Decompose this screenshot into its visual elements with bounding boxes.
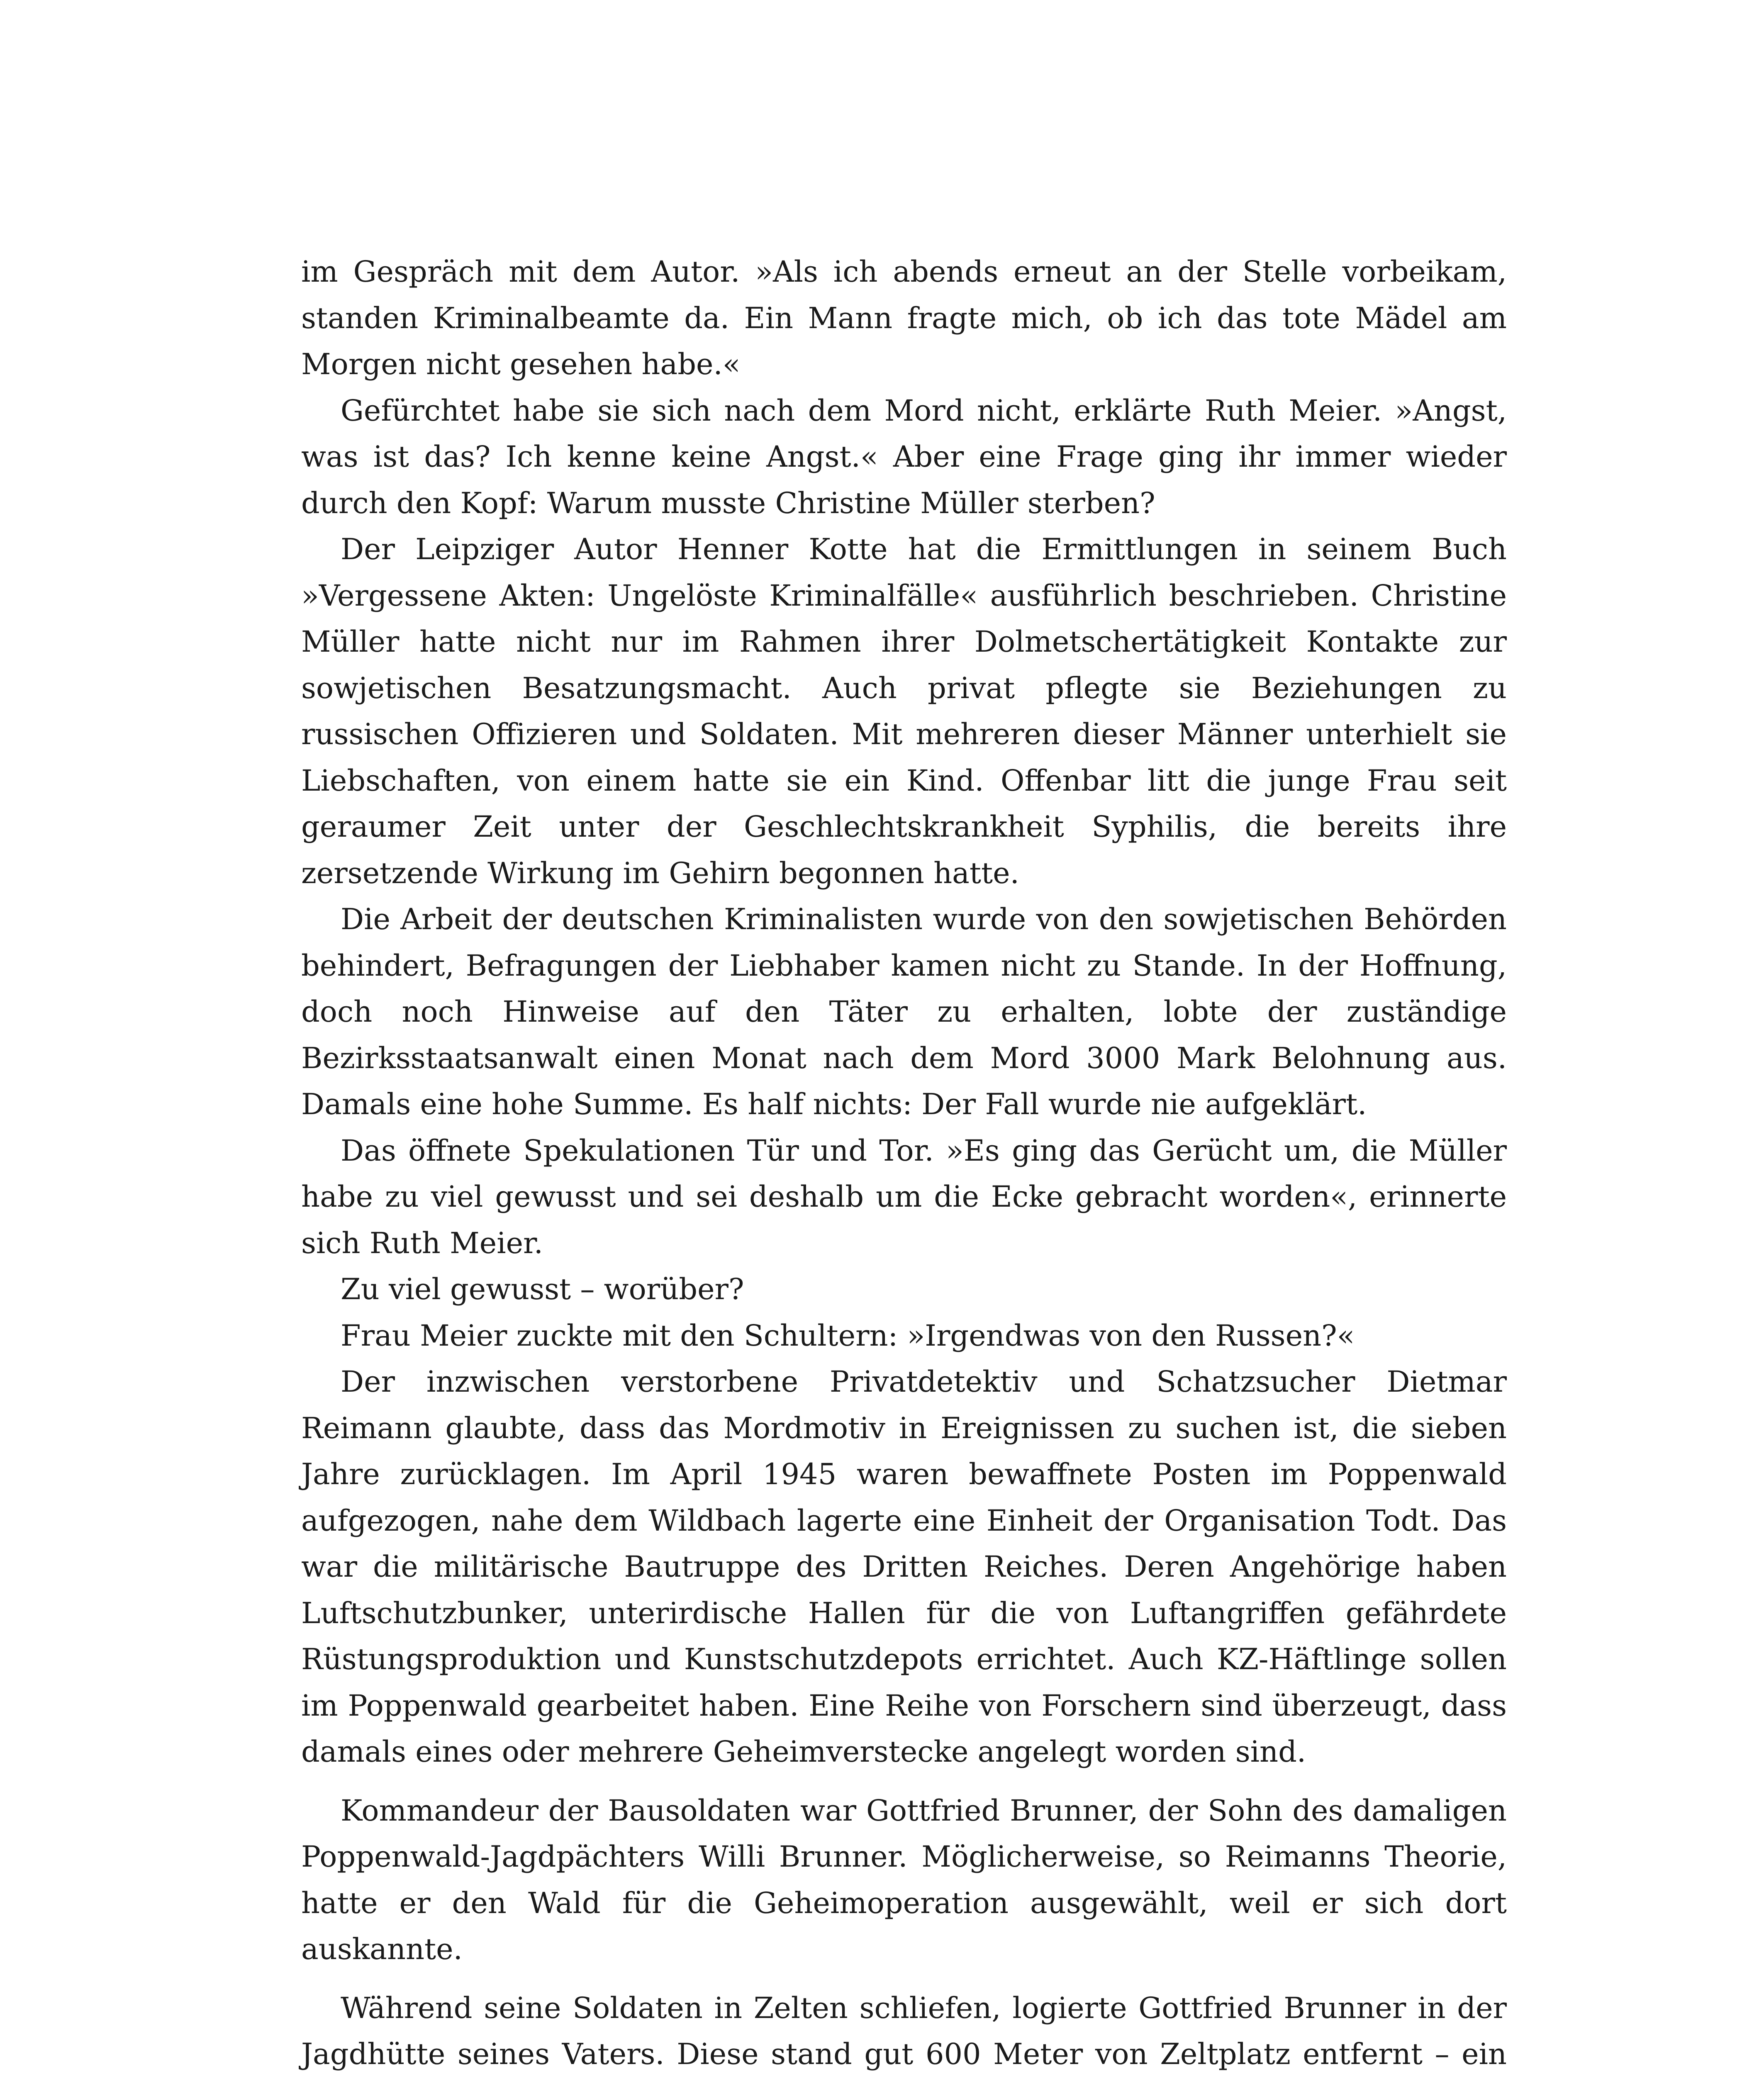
paragraph-7: Frau Meier zuckte mit den Schultern: »Irgendwas von den Russen?« xyxy=(341,1318,1355,1353)
paragraph-10: Während seine Soldaten in Zelten schliefen, logierte Gottfried Brunner in der Jagdhütte seines Vaters. Diese stand gut 600 Meter von Zeltplatz entfernt – ein xyxy=(301,1991,1507,2071)
paragraph-5: Das öffnete Spekulationen Tür und Tor. »Es ging das Gerücht um, die Müller habe zu viel gewusst und sei deshalb um die Ecke gebracht worden«, erinnerte sich Ruth Meier. xyxy=(301,1133,1507,1260)
paragraph-1: im Gespräch mit dem Autor. »Als ich abends erneut an der Stelle vorbeikam, standen Kriminalbeamte da. Ein Mann fragte mich, ob ich das tote Mädel am Morgen nicht gesehen habe.« xyxy=(301,255,1507,381)
body-text xyxy=(301,249,1507,2074)
paragraph-6: Zu viel gewusst – worüber? xyxy=(341,1272,744,1306)
paragraph-2: Gefürchtet habe sie sich nach dem Mord nicht, erklärte Ruth Meier. »Angst, was ist das? Ich kenne keine Angst.« Aber eine Frage ging ihr immer wieder durch den Kopf: Warum musste Christine Müller sterben? xyxy=(301,393,1507,520)
paragraph-9: Kommandeur der Bausoldaten war Gottfried Brunner, der Sohn des damaligen Poppenwald-Jagdpächters Willi Brunner. Möglicherweise, so Reimanns Theorie, hatte er den Wald für die Geheimoperation ausgewählt, weil er sich dort auskannte. xyxy=(301,1793,1507,1966)
paragraph-8: Der inzwischen verstorbene Privatdetektiv und Schatzsucher Dietmar Reimann glaubte, dass das Mordmotiv in Ereignissen zu suchen ist, die sieben Jahre zurücklagen. Im April 1945 waren bewaffnete Posten im Poppenwald aufgezogen, nahe dem Wildbach lagerte eine Einheit der Organisation Todt. Das war die militärische Bautruppe des Dritten Reiches. Deren Angehörige haben Luftschutzbunker, unterirdische Hallen für die von Luftangriffen gefährdete Rüstungsproduktion und Kunstschutzdepots errichtet. Auch KZ-Häftlinge sollen im Poppenwald gearbeitet haben. Eine Reihe von Forschern sind überzeugt, dass damals eines oder mehrere Geheimverstecke angelegt worden sind. xyxy=(301,1365,1507,1769)
paragraph-4: Die Arbeit der deutschen Kriminalisten wurde von den sowjetischen Behörden behindert, Befragungen der Liebhaber kamen nicht zu Stande. In der Hoffnung, doch noch Hinweise auf den Täter zu erhalten, lobte der zuständige Bezirksstaatsanwalt einen Monat nach dem Mord 3000 Mark Belohnung aus. Damals eine hohe Summe. Es half nichts: Der Fall wurde nie aufgeklärt. xyxy=(301,902,1507,1121)
paragraph-3: Der Leipziger Autor Henner Kotte hat die Ermittlungen in seinem Buch »Vergessene Akten: Ungelöste Kriminalfälle« ausführlich beschrieben. Christine Müller hatte nicht nur im Rahmen ihrer Dolmetschertätigkeit Kontakte zur sowjetischen Besatzungsmacht. Auch privat pflegte sie Beziehungen zu russischen Offizieren und Soldaten. Mit mehreren dieser Männer unterhielt sie Liebschaften, von einem hatte sie ein Kind. Offenbar litt die junge Frau seit geraumer Zeit unter der Geschlechtskrankheit Syphilis, die bereits ihre zersetzende Wirkung im Gehirn begonnen hatte. xyxy=(301,532,1507,890)
